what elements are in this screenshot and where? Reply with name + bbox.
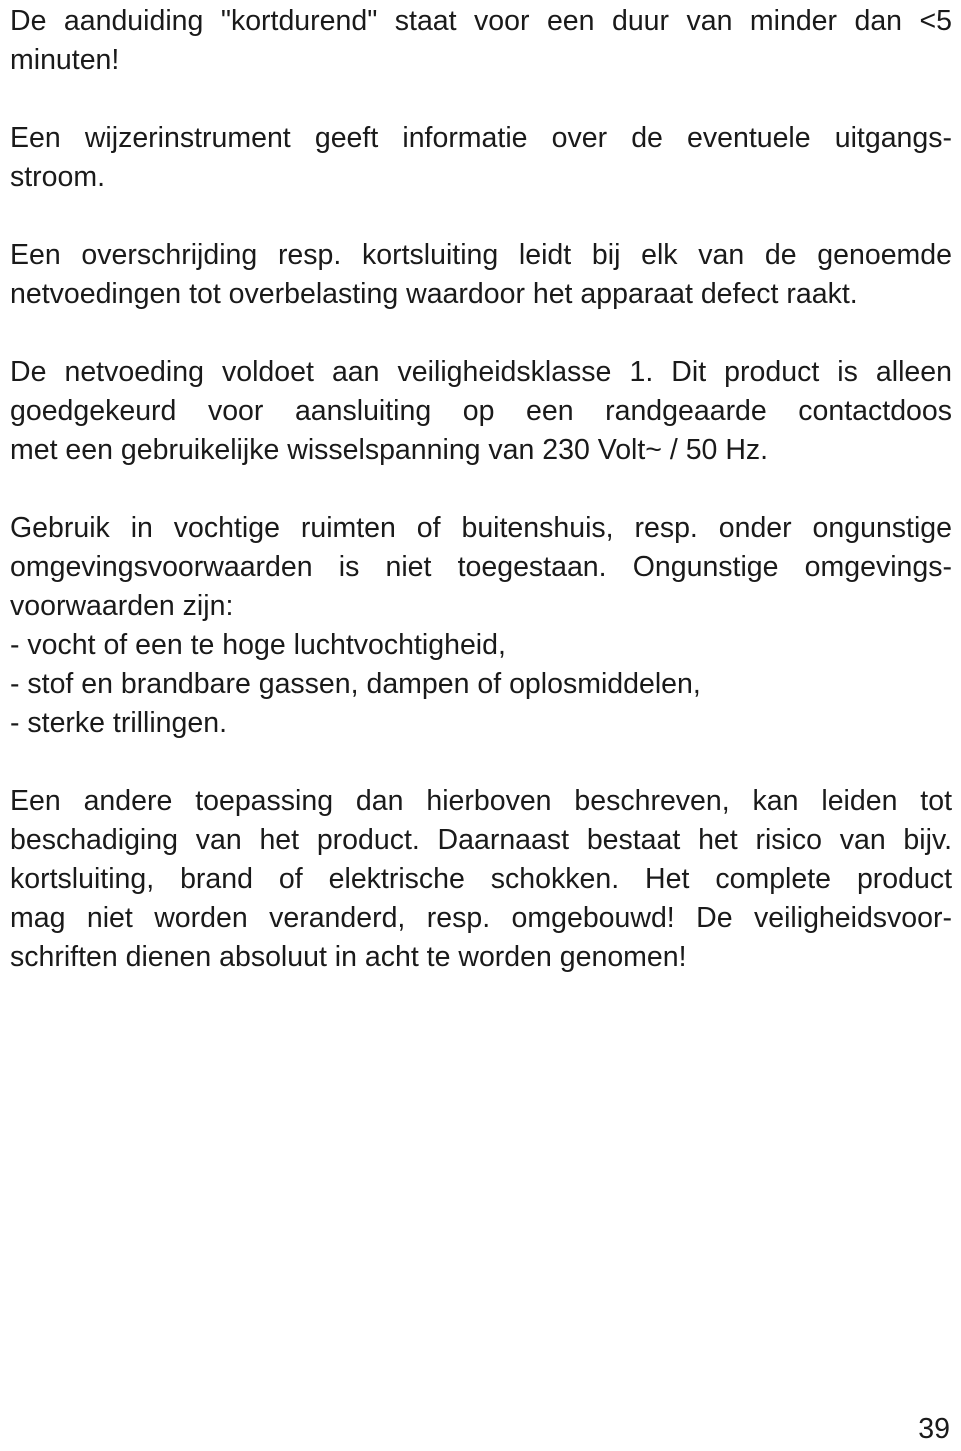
text-line: kortsluiting, brand of elektrische schokken. Het complete product	[10, 863, 952, 895]
list-item: - sterke trillingen.	[10, 707, 227, 739]
paragraph-short-duration	[10, 2, 952, 80]
text-line: Een andere toepassing dan hierboven beschreven, kan leiden tot	[10, 785, 952, 817]
paragraph-meter	[10, 119, 952, 197]
text-line: stroom.	[10, 161, 106, 193]
text-line: Een wijzerinstrument geeft informatie over de eventuele uitgangs-	[10, 122, 952, 154]
text-line: De aanduiding "kortdurend" staat voor een duur van minder dan <5	[10, 5, 952, 37]
paragraph-other-use	[10, 782, 952, 977]
text-line: omgevingsvoorwaarden is niet toegestaan. Ongunstige omgevings-	[10, 551, 952, 583]
text-line: beschadiging van het product. Daarnaast bestaat het risico van bijv.	[10, 824, 952, 856]
list-item: - vocht of een te hoge luchtvochtigheid,	[10, 629, 506, 661]
text-line: voorwaarden zijn:	[10, 590, 234, 622]
text-line: De netvoeding voldoet aan veiligheidsklasse 1. Dit product is alleen	[10, 356, 952, 388]
text-line: goedgekeurd voor aansluiting op een randgeaarde contactdoos	[10, 395, 952, 427]
text-line: schriften dienen absoluut in acht te worden genomen!	[10, 941, 687, 973]
text-line: Gebruik in vochtige ruimten of buitenshuis, resp. onder ongunstige	[10, 512, 952, 544]
paragraph-overload	[10, 236, 952, 314]
text-line: Een overschrijding resp. kortsluiting leidt bij elk van de genoemde	[10, 239, 952, 271]
document-page	[10, 2, 952, 1016]
paragraph-environment	[10, 509, 952, 743]
text-line: met een gebruikelijke wisselspanning van 230 Volt~ / 50 Hz.	[10, 434, 769, 466]
list-item: - stof en brandbare gassen, dampen of oplosmiddelen,	[10, 668, 701, 700]
text-line: minuten!	[10, 44, 120, 76]
page-number: 39	[918, 1413, 950, 1445]
paragraph-safety-class	[10, 353, 952, 470]
text-line: netvoedingen tot overbelasting waardoor het apparaat defect raakt.	[10, 278, 858, 310]
text-line: mag niet worden veranderd, resp. omgebouwd! De veiligheidsvoor-	[10, 902, 952, 934]
